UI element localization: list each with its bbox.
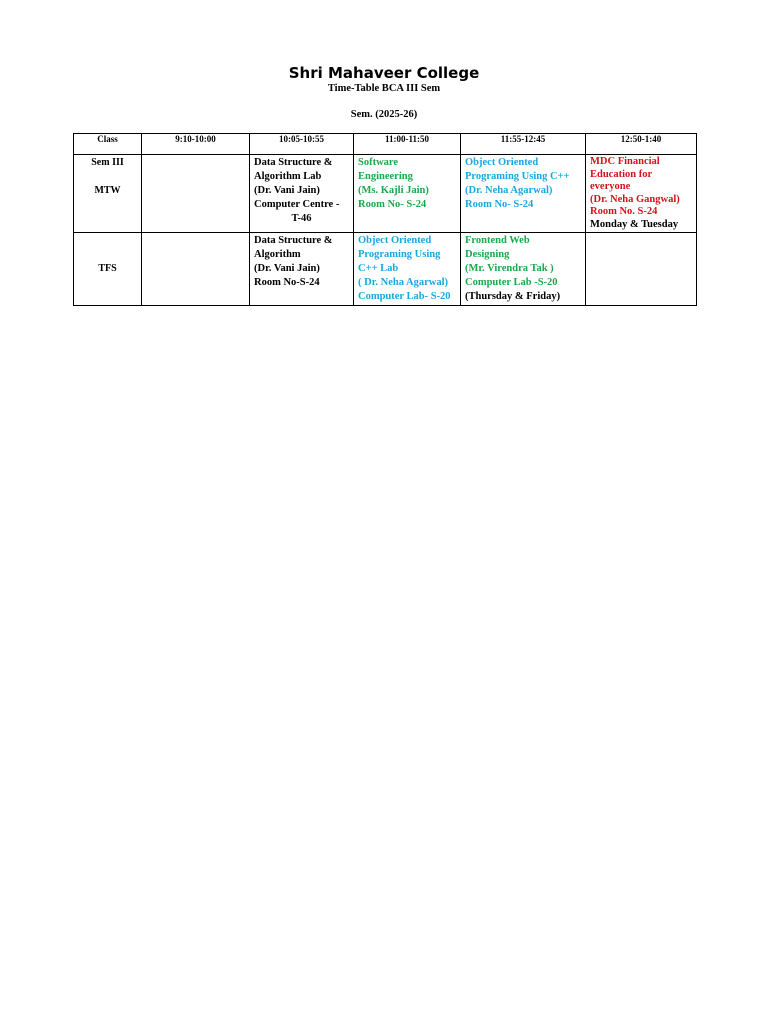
header-slot-5: 12:50-1:40: [586, 134, 697, 155]
header-slot-4: 11:55-12:45: [461, 134, 586, 155]
cell-line: Computer Lab- S-20: [358, 291, 451, 302]
class-cell: [74, 233, 142, 306]
header-class: Class: [74, 134, 142, 155]
class-days: MTW: [94, 185, 121, 196]
cell-line: C++ Lab: [358, 263, 399, 274]
cell-line: Object Oriented: [358, 235, 432, 246]
class-cell: [74, 155, 142, 233]
cell-line: Room No. S-24: [590, 206, 658, 217]
cell-line: Data Structure &: [254, 157, 333, 168]
cell-line: Designing: [465, 249, 510, 260]
cell-line: Algorithm: [254, 249, 301, 260]
cell-line: Computer Centre -: [254, 199, 340, 210]
session-label: Sem. (2025-26): [350, 109, 418, 120]
table-row: [74, 155, 697, 233]
cell-line: (Ms. Kajli Jain): [358, 185, 429, 196]
cell-line: (Dr. Vani Jain): [254, 263, 320, 274]
cell-line: Engineering: [358, 171, 413, 182]
cell-line: T-46: [291, 213, 312, 224]
college-title: Shri Mahaveer College: [288, 64, 480, 82]
cell-line: Object Oriented: [465, 157, 539, 168]
slot-cell: [250, 233, 354, 306]
table-row: [74, 233, 697, 306]
cell-line: Room No-S-24: [254, 277, 320, 288]
cell-line: Programing Using: [358, 249, 441, 260]
cell-line: Programing Using C++: [465, 171, 570, 182]
slot-cell: [461, 155, 586, 233]
cell-line: ( Dr. Neha Agarwal): [358, 277, 449, 288]
cell-line: (Mr. Virendra Tak ): [465, 263, 554, 274]
slot-cell: [461, 233, 586, 306]
cell-line: Room No- S-24: [358, 199, 427, 210]
cell-line: Computer Lab -S-20: [465, 277, 558, 288]
slot-cell-empty: [142, 233, 250, 306]
class-days: TFS: [98, 263, 117, 274]
header-slot-2: 10:05-10:55: [250, 134, 354, 155]
cell-line: (Dr. Neha Agarwal): [465, 185, 553, 196]
cell-line: MDC Financial: [590, 156, 660, 167]
cell-line: everyone: [590, 181, 631, 192]
cell-line: Data Structure &: [254, 235, 333, 246]
timetable-subtitle: Time-Table BCA III Sem: [327, 83, 441, 94]
slot-cell: [250, 155, 354, 233]
slot-cell-empty: [586, 233, 697, 306]
cell-note: Monday & Tuesday: [590, 218, 679, 230]
cell-line: Education for: [590, 168, 653, 180]
header-slot-1: 9:10-10:00: [142, 134, 250, 155]
slot-cell: [354, 155, 461, 233]
class-sem: Sem III: [91, 157, 124, 168]
header-row: [74, 134, 697, 155]
cell-line: (Dr. Vani Jain): [254, 185, 320, 196]
slot-cell: [354, 233, 461, 306]
cell-line: Algorithm Lab: [254, 171, 322, 182]
slot-cell: [586, 155, 697, 233]
cell-note: (Thursday & Friday): [465, 291, 561, 302]
cell-line: Frontend Web: [465, 235, 530, 246]
cell-line: Room No- S-24: [465, 199, 534, 210]
timetable: [73, 133, 697, 306]
slot-cell-empty: [142, 155, 250, 233]
cell-line: (Dr. Neha Gangwal): [590, 193, 680, 205]
cell-line: Software: [358, 157, 399, 168]
header-slot-3: 11:00-11:50: [354, 134, 461, 155]
